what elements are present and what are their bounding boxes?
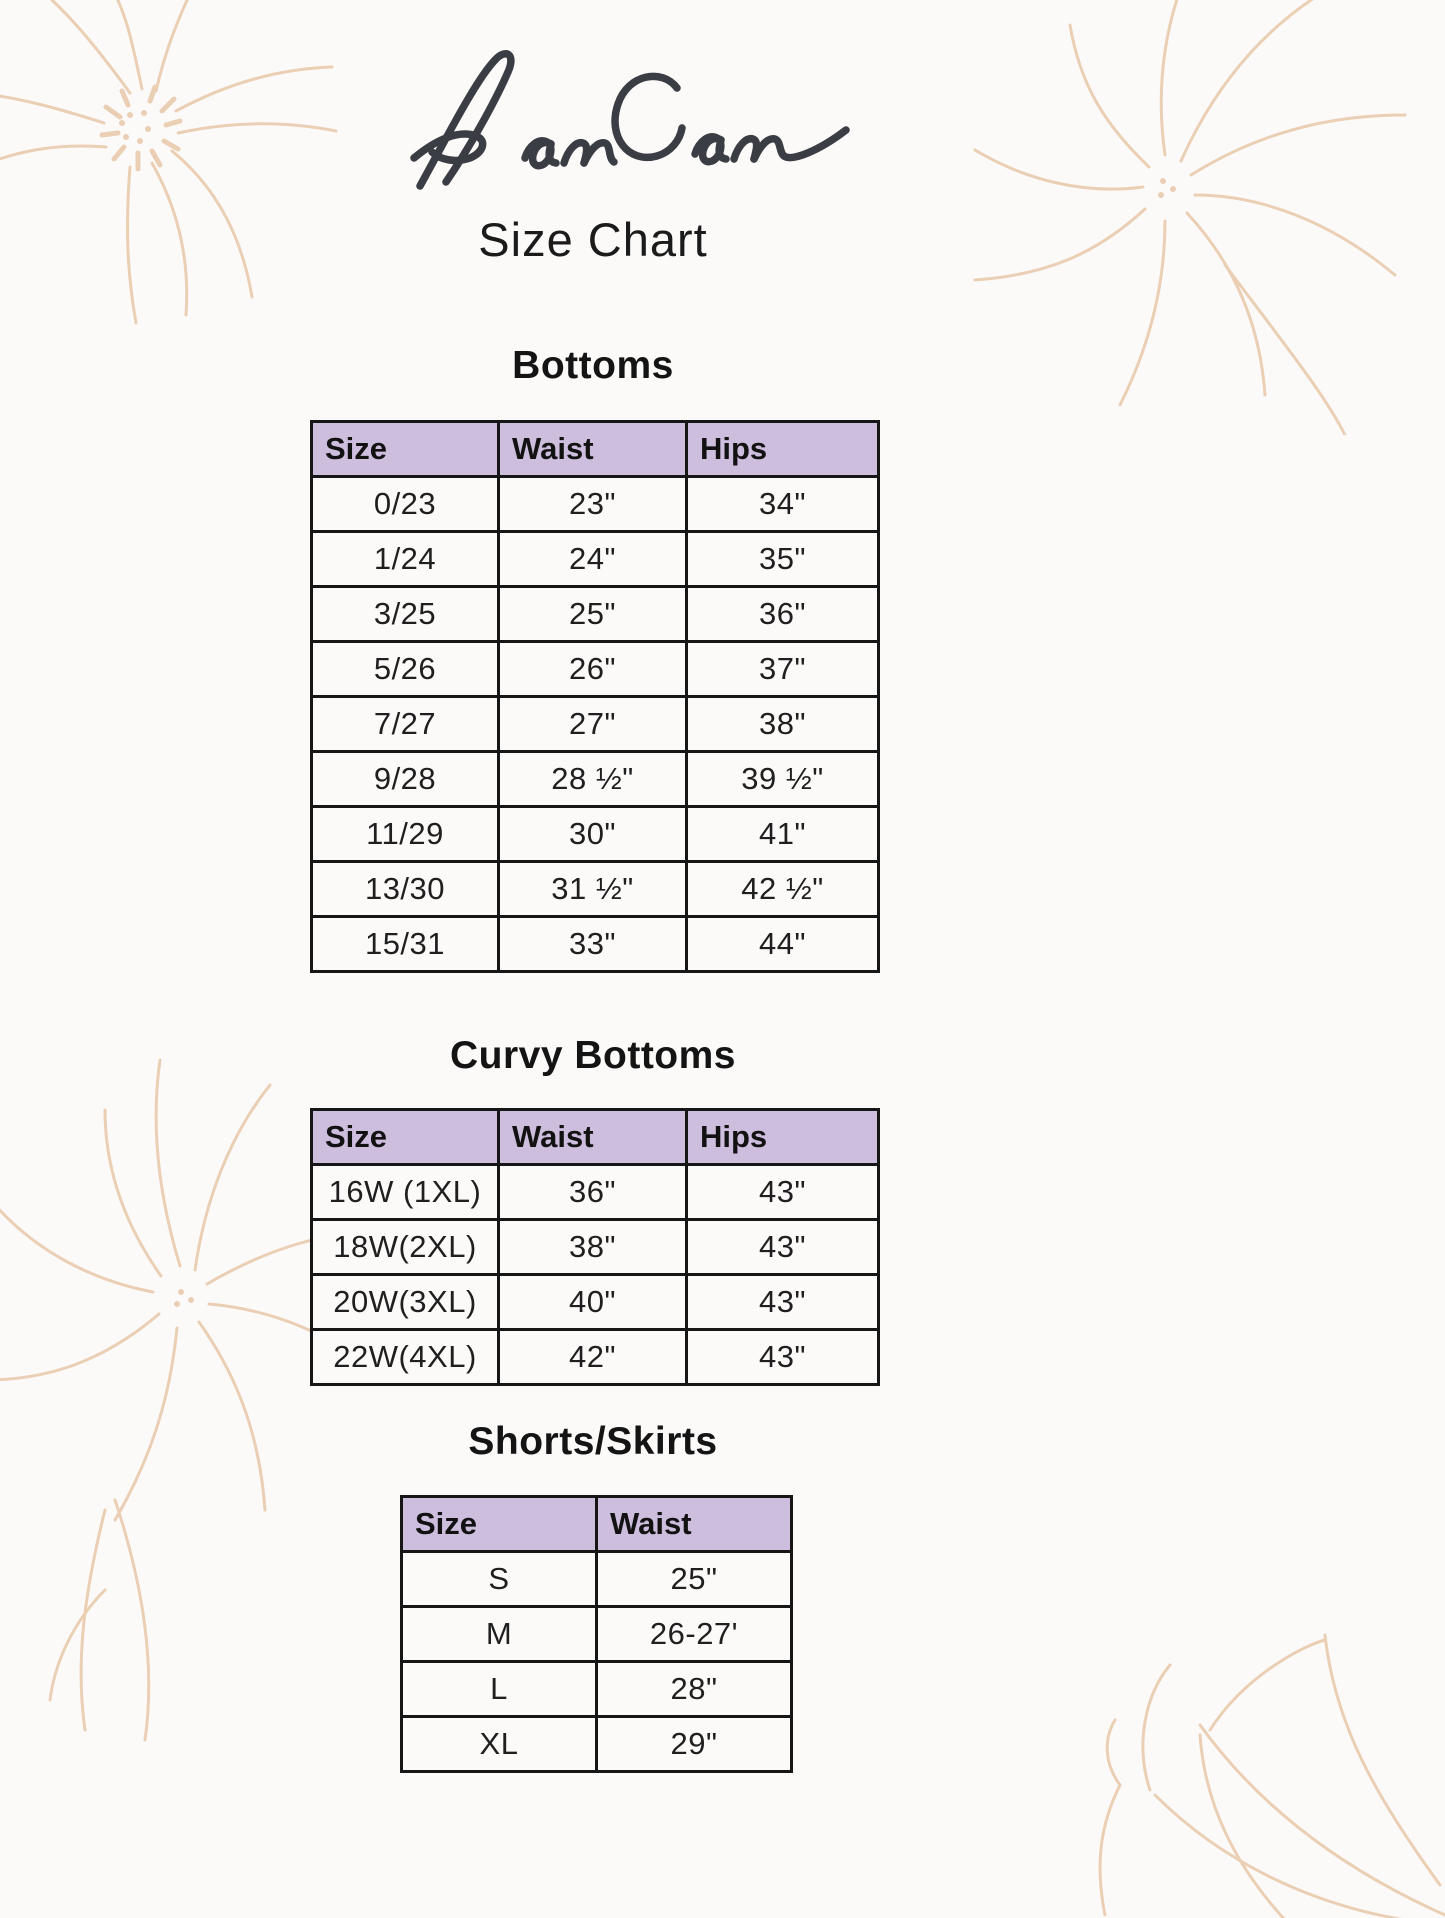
table-row bbox=[312, 642, 879, 697]
cell-hips: 42 ½" bbox=[687, 862, 879, 917]
table-row bbox=[312, 477, 879, 532]
table-row bbox=[402, 1552, 792, 1607]
cell-size: 7/27 bbox=[312, 697, 499, 752]
cell-size: XL bbox=[402, 1717, 597, 1772]
cell-waist: 26-27' bbox=[597, 1607, 792, 1662]
cell-waist: 25" bbox=[499, 587, 687, 642]
column-header-waist: Waist bbox=[597, 1497, 792, 1552]
column-header-hips: Hips bbox=[687, 422, 879, 477]
table-row bbox=[312, 752, 879, 807]
cell-size: 16W (1XL) bbox=[312, 1165, 499, 1220]
page-title: Size Chart bbox=[478, 213, 708, 266]
table-row bbox=[312, 1220, 879, 1275]
cell-hips: 34" bbox=[687, 477, 879, 532]
table-row bbox=[312, 587, 879, 642]
cell-hips: 39 ½" bbox=[687, 752, 879, 807]
column-header-size: Size bbox=[312, 422, 499, 477]
cell-size: 9/28 bbox=[312, 752, 499, 807]
floral-decoration-bottom-right bbox=[985, 1525, 1445, 1918]
curvy-bottoms-size-table bbox=[310, 1108, 880, 1386]
cell-size: 20W(3XL) bbox=[312, 1275, 499, 1330]
cell-size: L bbox=[402, 1662, 597, 1717]
cell-hips: 43" bbox=[687, 1165, 879, 1220]
cell-waist: 31 ½" bbox=[499, 862, 687, 917]
section-heading-curvy-bottoms: Curvy Bottoms bbox=[449, 1034, 737, 1077]
cell-hips: 43" bbox=[687, 1330, 879, 1385]
table-header bbox=[312, 422, 879, 477]
table-header bbox=[402, 1497, 792, 1552]
column-header-waist: Waist bbox=[499, 422, 687, 477]
table-row bbox=[402, 1717, 792, 1772]
column-header-size: Size bbox=[312, 1110, 499, 1165]
cell-waist: 33" bbox=[499, 917, 687, 972]
cell-waist: 26" bbox=[499, 642, 687, 697]
column-header-hips: Hips bbox=[687, 1110, 879, 1165]
table-row bbox=[312, 1165, 879, 1220]
cell-size: 15/31 bbox=[312, 917, 499, 972]
cell-waist: 27" bbox=[499, 697, 687, 752]
cell-size: 13/30 bbox=[312, 862, 499, 917]
cell-size: S bbox=[402, 1552, 597, 1607]
section-heading-bottoms: Bottoms bbox=[512, 344, 674, 387]
table-row bbox=[402, 1607, 792, 1662]
table-row bbox=[312, 1275, 879, 1330]
cell-size: 5/26 bbox=[312, 642, 499, 697]
bottoms-size-table bbox=[310, 420, 880, 973]
cell-hips: 43" bbox=[687, 1275, 879, 1330]
cell-hips: 41" bbox=[687, 807, 879, 862]
cell-waist: 38" bbox=[499, 1220, 687, 1275]
cell-hips: 36" bbox=[687, 587, 879, 642]
shorts-skirts-size-table bbox=[400, 1495, 793, 1773]
table-header bbox=[312, 1110, 879, 1165]
section-heading-shorts-skirts: Shorts/Skirts bbox=[468, 1420, 718, 1463]
table-row bbox=[312, 1330, 879, 1385]
cell-hips: 38" bbox=[687, 697, 879, 752]
table-row bbox=[312, 697, 879, 752]
cell-hips: 35" bbox=[687, 532, 879, 587]
cell-size: 18W(2XL) bbox=[312, 1220, 499, 1275]
cell-waist: 28 ½" bbox=[499, 752, 687, 807]
cell-size: 3/25 bbox=[312, 587, 499, 642]
table-row bbox=[312, 532, 879, 587]
cell-waist: 28" bbox=[597, 1662, 792, 1717]
cell-waist: 42" bbox=[499, 1330, 687, 1385]
cell-waist: 36" bbox=[499, 1165, 687, 1220]
cell-hips: 43" bbox=[687, 1220, 879, 1275]
cell-waist: 24" bbox=[499, 532, 687, 587]
table-row bbox=[402, 1662, 792, 1717]
cell-size: 1/24 bbox=[312, 532, 499, 587]
table-row bbox=[312, 862, 879, 917]
cell-waist: 23" bbox=[499, 477, 687, 532]
table-row bbox=[312, 807, 879, 862]
cell-waist: 30" bbox=[499, 807, 687, 862]
column-header-waist: Waist bbox=[499, 1110, 687, 1165]
cell-size: 11/29 bbox=[312, 807, 499, 862]
brand-logo bbox=[388, 46, 862, 196]
cell-waist: 25" bbox=[597, 1552, 792, 1607]
cell-size: M bbox=[402, 1607, 597, 1662]
cell-hips: 44" bbox=[687, 917, 879, 972]
cell-size: 0/23 bbox=[312, 477, 499, 532]
cell-waist: 40" bbox=[499, 1275, 687, 1330]
column-header-size: Size bbox=[402, 1497, 597, 1552]
table-row bbox=[312, 917, 879, 972]
cell-waist: 29" bbox=[597, 1717, 792, 1772]
cell-hips: 37" bbox=[687, 642, 879, 697]
cell-size: 22W(4XL) bbox=[312, 1330, 499, 1385]
floral-decoration-top-left bbox=[0, 0, 340, 335]
